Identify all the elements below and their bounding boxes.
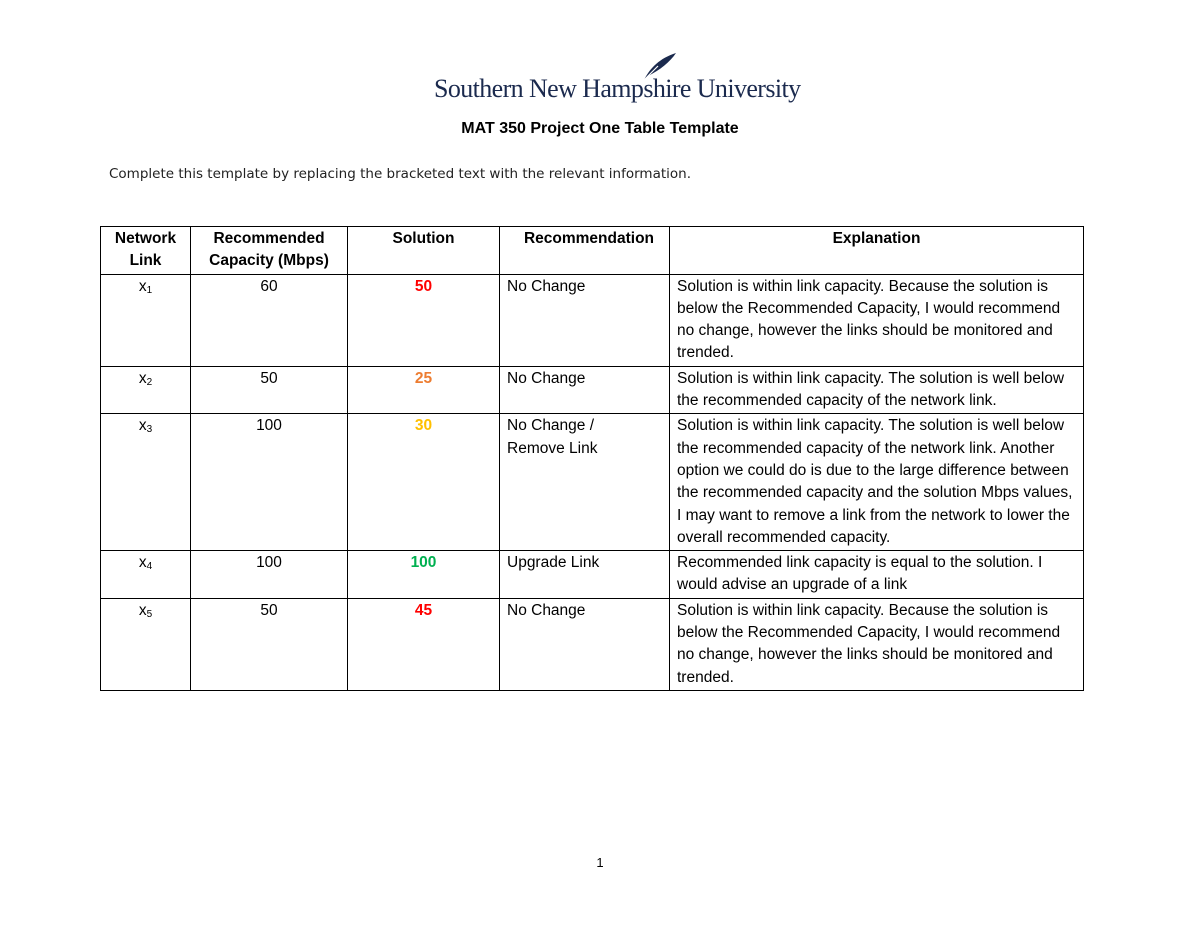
column-header: Solution [348,227,500,275]
solution-cell: 25 [348,366,500,414]
document-title: MAT 350 Project One Table Template [461,120,739,137]
table-row [101,414,1084,551]
recommendation-cell: No Change [500,598,670,690]
explanation-cell: Recommended link capacity is equal to the solution. I would advise an upgrade of a link [670,551,1084,599]
explanation-cell: Solution is within link capacity. Because the solution is below the Recommended Capacity, I would recommend no change, however the links should be monitored and trended. [670,274,1084,366]
feather-icon [638,52,678,82]
recommendation-cell: No Change [500,274,670,366]
solution-cell: 30 [348,414,500,551]
solution-cell: 100 [348,551,500,599]
table-header-row [101,227,1084,275]
explanation-cell: Solution is within link capacity. The solution is well below the recommended capacity of the network link. Another option we could do is due to the large difference between the recommended capacity and the solution Mbps values, I may want to remove a link from the network to lower the overall recommended capacity. [670,414,1084,551]
network-link-cell: $x_1$ [101,274,191,366]
solution-cell: 50 [348,274,500,366]
explanation-cell: Solution is within link capacity. The solution is well below the recommended capacity of the network link. [670,366,1084,414]
page-number: 1 [596,855,604,870]
table-row [101,551,1084,599]
table-row [101,366,1084,414]
column-header: Recommended Capacity (Mbps) [191,227,348,275]
capacity-cell: 50 [191,366,348,414]
network-link-cell: $x_4$ [101,551,191,599]
solution-cell: 45 [348,598,500,690]
capacity-cell: 100 [191,414,348,551]
explanation-cell: Solution is within link capacity. Because the solution is below the Recommended Capacity, I would recommend no change, however the links should be monitored and trended. [670,598,1084,690]
capacity-cell: 100 [191,551,348,599]
network-link-table [100,226,1084,691]
recommendation-cell: No Change [500,366,670,414]
instructions-text: Complete this template by replacing the bracketed text with the relevant information. [109,166,692,182]
capacity-cell: 50 [191,598,348,690]
table-row [101,598,1084,690]
network-link-cell: $x_3$ [101,414,191,551]
column-header: Network Link [101,227,191,275]
recommendation-cell: No Change / Remove Link [500,414,670,551]
capacity-cell: 60 [191,274,348,366]
table-row [101,274,1084,366]
column-header: Recommendation [500,227,670,275]
recommendation-cell: Upgrade Link [500,551,670,599]
column-header: Explanation [670,227,1084,275]
logo-wordmark: Southern New Hampshire University [434,74,801,103]
network-link-cell: $x_5$ [101,598,191,690]
university-logo [434,52,801,108]
network-link-cell: $x_2$ [101,366,191,414]
